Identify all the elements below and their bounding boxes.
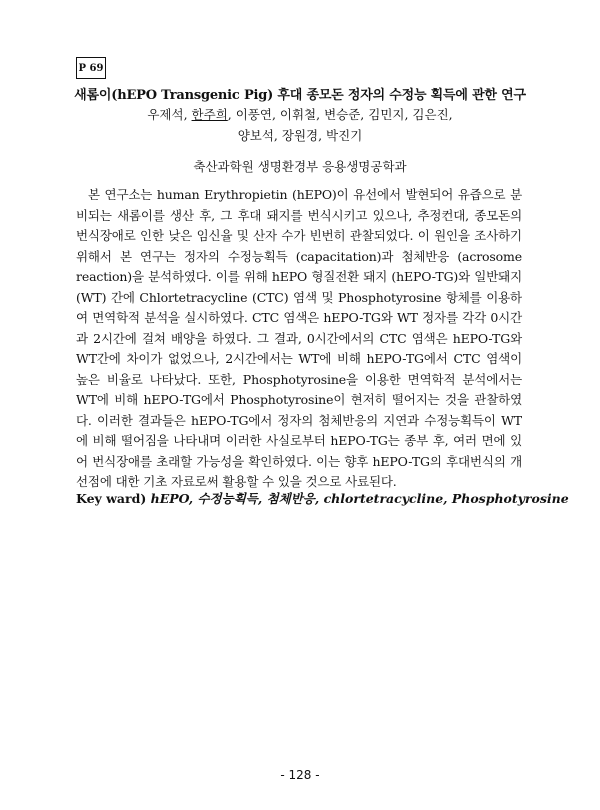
authors-after-presenter: , 이풍연, 이휘철, 변승준, 김민지, 김은진,: [227, 107, 453, 122]
abstract-paragraph: 본 연구소는 human Erythropietin (hEPO)이 유선에서 발현되어 유즙으로 분비되는 새롬이를 생산 후, 그 후대 돼지를 번식시키고 있으나, 추정컨대, 종모돈의 번식장애로 인한 낮은 임신율 및 산자 수가 빈번히 관찰되었다. 이 원인을 조사하기 위해서 본 연구는 정자의 수정능획득 (capacitation)과 첨체반응 (acrosome reaction)을 분석하였다. 이를 위해 hEPO 형질전환 돼지 (hEPO-TG)와 일반돼지 (WT) 간에 Chlortetracycline (CTC) 염색 및 Phosphotyrosine 항체를 이용하여 면역학적 분석을 실시하였다. CTC 염색은 hEPO-TG와 WT 정자를 각각 0시간과 2시간에 걸쳐 배양을 하였다. 그 결과, 0시간에서의 CTC 염색은 hEPO-TG와 WT간에 차이가 없었으나, 2시간에서는 WT에 비해 hEPO-TG에서 CTC 염색이 높은 비율로 나타났다. 또한, Phosphotyrosine을 이용한 면역학적 분석에서는 WT에 비해 hEPO-TG에서 Phosphotyrosine이 현저히 떨어지는 것을 관찰하였다. 이러한 결과들은 hEPO-TG에서 정자의 첨체반응의 지연과 수정능획득이 WT에 비해 떨어짐을 나타내며 이러한 사실로부터 hEPO-TG는 종부 후, 여러 면에 있어 번식장애를 초래할 가능성을 확인하였다. 이는 향후 hEPO-TG의 후대번식의 개선점에 대한 기초 자료로써 활용할 수 있을 것으로 사료된다.: [76, 187, 522, 489]
page-number: - 128 -: [280, 768, 320, 782]
poster-id: P 69: [78, 62, 104, 74]
keywords: [76, 489, 569, 507]
keywords-label: Key ward): [76, 491, 151, 506]
author-line-1: [90, 104, 510, 125]
presenting-author: 한주희: [191, 107, 228, 122]
keywords-list: hEPO, 수정능획득, 첨체반응, chlortetracycline, Phosphotyrosine: [150, 491, 569, 506]
paper-title: 새롬이(hEPO Transgenic Pig) 후대 종모돈 정자의 수정능 획득에 관한 연구: [74, 88, 526, 103]
poster-id-box: [76, 57, 106, 79]
authors-before-presenter: 우제석,: [147, 107, 192, 122]
affiliation: 축산과학원 생명환경부 응용생명공학과: [193, 159, 407, 174]
abstract-body: [76, 185, 522, 493]
author-list: [90, 104, 510, 146]
author-line-2: 양보석, 장원경, 박진기: [237, 128, 363, 143]
